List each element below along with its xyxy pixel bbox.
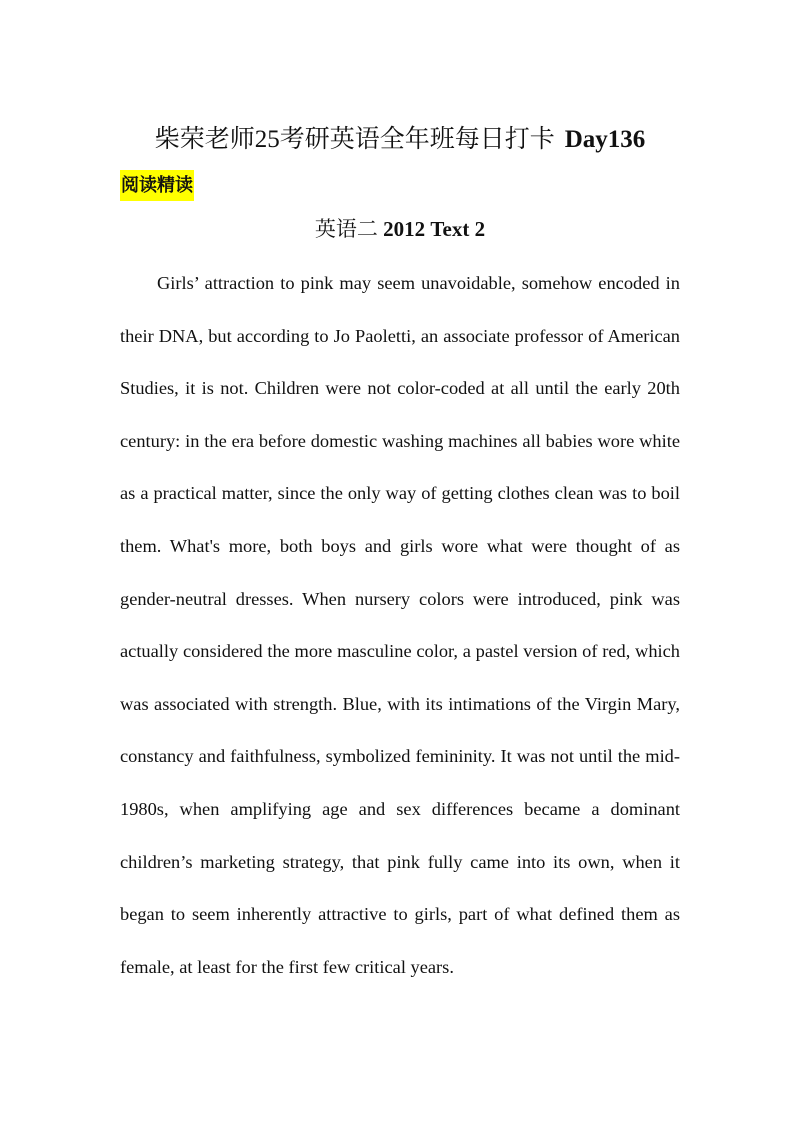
passage-subtitle xyxy=(0,212,800,246)
section-label-highlighted: 阅读精读 xyxy=(120,170,194,201)
page-title-chinese: 柴荣老师25考研英语全年班每日打卡 xyxy=(154,126,555,153)
passage-subtitle-source: 2012 Text 2 xyxy=(383,217,486,241)
page-title-day: Day136 xyxy=(564,126,646,153)
passage-paragraph: Girls’ attraction to pink may seem unavoidable, somehow encoded in their DNA, but according to Jo Paoletti, an associate professor of American Studies, it is not. Children were not color-coded at all until the early 20th century: in the era before domestic washing machines all babies wore white as a practical matter, since the only way of getting clothes clean was to boil them. What's more, both boys and girls wore what were thought of as gender-neutral dresses. When nursery colors were introduced, pink was actually considered the more masculine color, a pastel version of red, which was associated with strength. Blue, with its intimations of the Virgin Mary, constancy and faithfulness, symbolized femininity. It was not until the mid-1980s, when amplifying age and sex differences became a dominant children’s marketing strategy, that pink fully came into its own, when it began to seem inherently attractive to girls, part of what defined them as female, at least for the first few critical years. xyxy=(120,273,680,977)
page-title xyxy=(0,122,800,158)
passage-subtitle-chinese: 英语二 xyxy=(314,217,378,241)
